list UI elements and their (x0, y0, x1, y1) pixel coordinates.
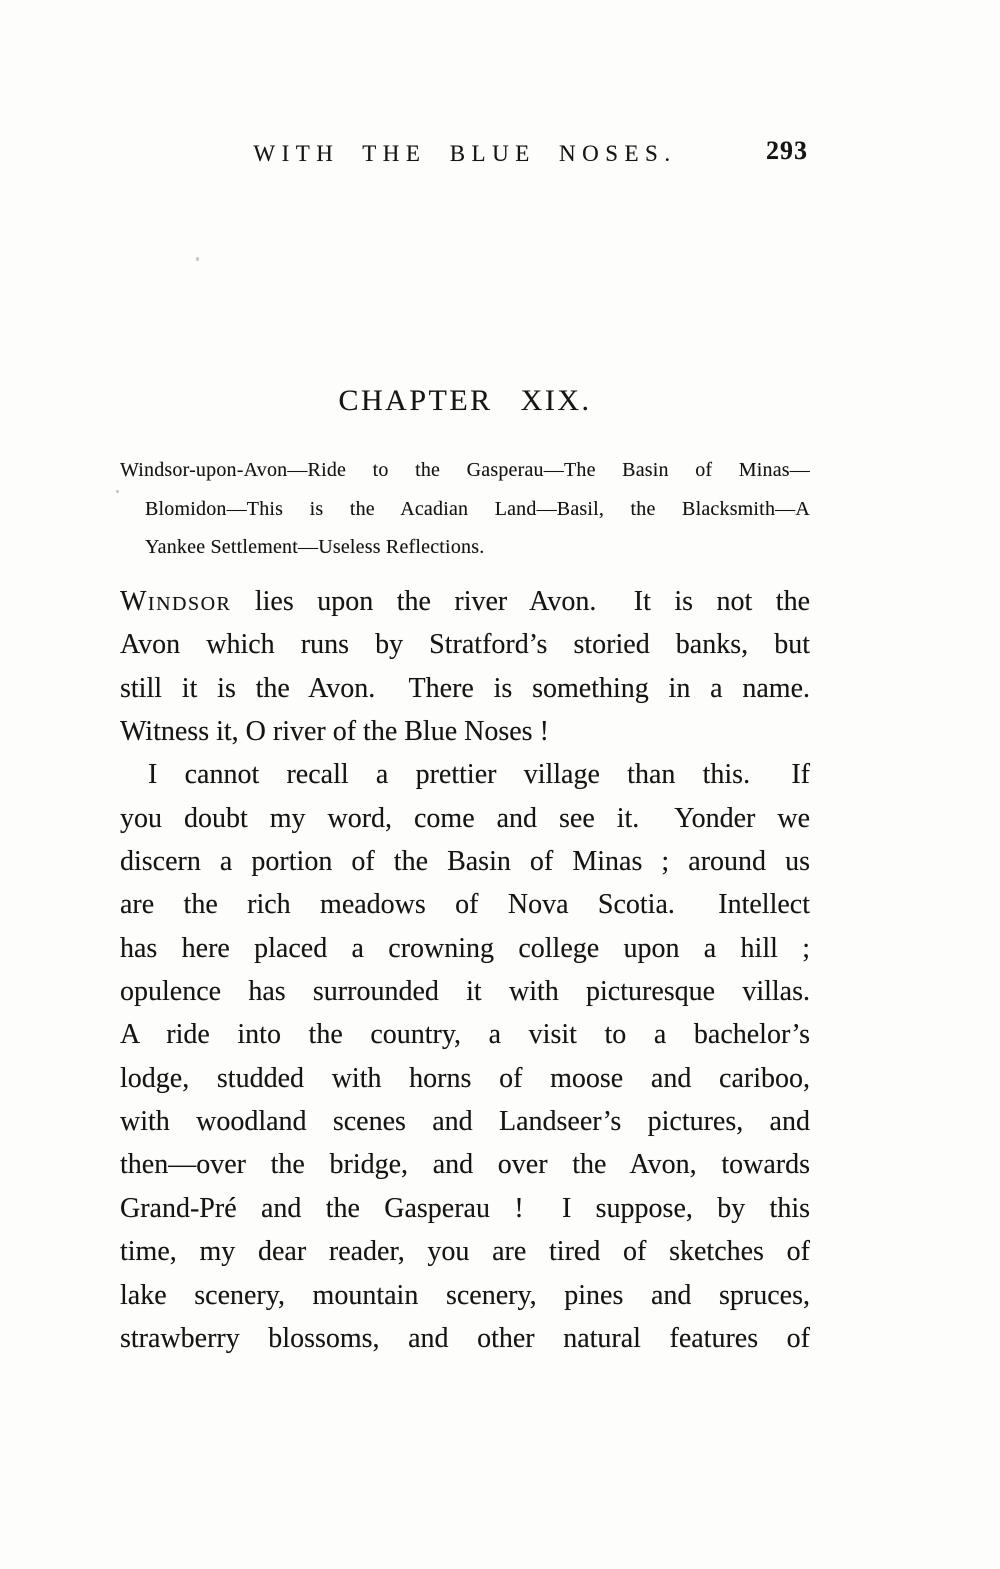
paragraph-line: A ride into the country, a visit to a bachelor’s (120, 1019, 810, 1051)
paragraph-line: lake scenery, mountain scenery, pines and spruces, (120, 1279, 810, 1311)
paragraph-line: then—over the bridge, and over the Avon, towards (120, 1149, 810, 1181)
page-number: 293 (766, 136, 808, 165)
paragraph-line: time, my dear reader, you are tired of sketches of (120, 1236, 810, 1268)
paragraph-line: strawberry blossoms, and other natural features of (120, 1322, 810, 1354)
line-text: lies upon the river Avon. It is not the (231, 586, 810, 617)
smallcaps-lead-word: Windsor (120, 586, 232, 617)
paragraph-line: opulence has surrounded it with picturesque villas. (120, 976, 810, 1008)
running-title: WITH THE BLUE NOSES. (253, 141, 677, 166)
paragraph-line: I cannot recall a prettier village than this. If (148, 759, 810, 791)
body-text (120, 580, 810, 1360)
paragraph-line (120, 580, 810, 623)
summary-line: Windsor-upon-Avon—Ride to the Gasperau—The Basin of Minas— (120, 459, 810, 481)
summary-line: Yankee Settlement—Useless Reflections. (145, 536, 485, 559)
paragraph-line: are the rich meadows of Nova Scotia. Intellect (120, 889, 810, 921)
chapter-summary (120, 451, 810, 567)
scan-speck (196, 257, 199, 261)
paragraph-line: still it is the Avon. There is something in a name. (120, 672, 810, 704)
paragraph-line: with woodland scenes and Landseer’s pictures, and (120, 1106, 810, 1138)
chapter-heading: CHAPTER XIX. (338, 384, 592, 417)
paragraph-line: Avon which runs by Stratford’s storied banks, but (120, 629, 810, 661)
paragraph-line: you doubt my word, come and see it. Yonder we (120, 802, 810, 834)
paragraph-line: Grand-Pré and the Gasperau ! I suppose, by this (120, 1192, 810, 1224)
paragraph-line: Witness it, O river of the Blue Noses ! (120, 716, 549, 748)
paragraph-line: lodge, studded with horns of moose and cariboo, (120, 1062, 810, 1094)
scan-speck (116, 490, 119, 493)
summary-line: Blomidon—This is the Acadian Land—Basil, the Blacksmith—A (145, 497, 810, 520)
paragraph-line: discern a portion of the Basin of Minas ; around us (120, 846, 810, 878)
page-header (120, 136, 810, 172)
paragraph-line: has here placed a crowning college upon a hill ; (120, 932, 810, 964)
